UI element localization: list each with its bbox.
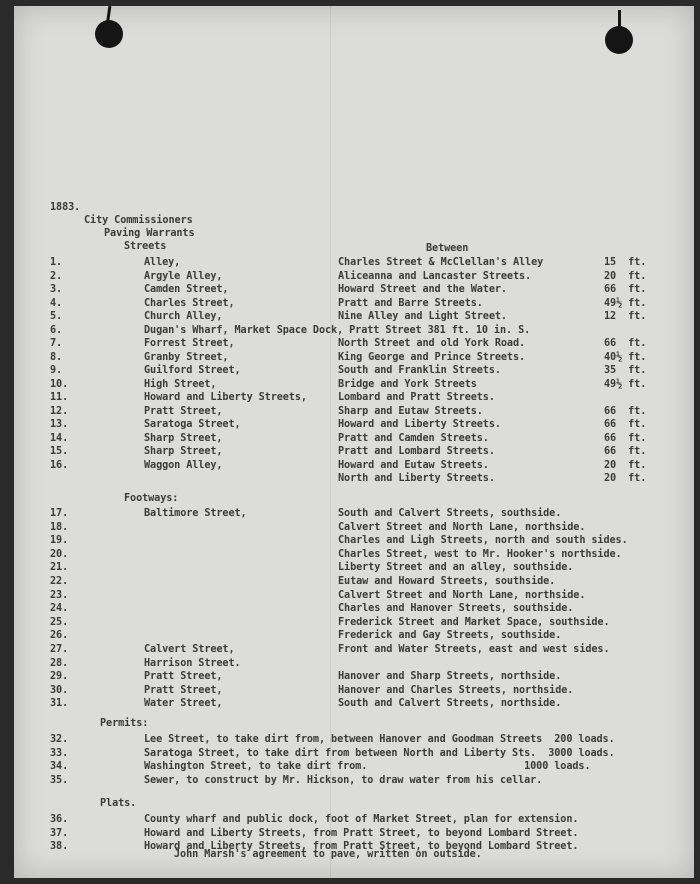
footway-description: Calvert Street and North Lane, northside. — [338, 589, 586, 601]
street-number: 10. — [50, 378, 69, 390]
footway-street: Pratt Street, — [144, 671, 223, 683]
plats-note: John Marsh's agreement to pave, written on outside. — [174, 849, 482, 860]
street-between: Bridge and York Streets — [338, 378, 477, 390]
footway-number: 19. — [50, 535, 69, 547]
footway-street: Baltimore Street, — [144, 508, 247, 519]
punch-hole-left — [95, 20, 123, 48]
punch-hole-right — [605, 26, 633, 54]
permit-text: Washington Street, to take dirt from. 1000 loads. — [144, 761, 591, 772]
street-between: Howard and Eutaw Streets. — [338, 459, 489, 471]
street-name: Pratt Street, — [144, 405, 223, 417]
footway-street: Pratt Street, — [144, 684, 223, 696]
street-name: Howard and Liberty Streets, — [144, 392, 307, 403]
street-number: 14. — [50, 432, 69, 444]
permit-number: 32. — [50, 734, 69, 745]
footway-number: 22. — [50, 576, 69, 587]
street-number: 6. — [50, 324, 63, 336]
street-number: 12. — [50, 405, 69, 417]
commissioners-heading: City Commissioners — [84, 215, 193, 226]
footway-number: 20. — [50, 548, 69, 560]
street-number: 3. — [50, 284, 63, 295]
footway-number: 25. — [50, 616, 69, 628]
plat-number: 36. — [50, 814, 69, 825]
street-between: Charles Street & McClellan's Alley — [338, 257, 544, 268]
plat-text: Howard and Liberty Streets, from Pratt Street, to beyond Lombard Street. — [144, 827, 579, 839]
footway-description: Calvert Street and North Lane, northside. — [338, 521, 586, 533]
street-number: 5. — [50, 311, 63, 322]
footway-number: 26. — [50, 630, 69, 642]
street-width: 12 ft. — [604, 311, 647, 322]
footway-number: 18. — [50, 521, 69, 533]
footway-description: Charles and Hanover Streets, southside. — [338, 603, 574, 615]
footway-street: Calvert Street, — [144, 644, 235, 655]
street-width: 66 ft. — [604, 338, 647, 349]
street-number: 13. — [50, 419, 69, 430]
street-name: Forrest Street, — [144, 338, 235, 349]
street-width: 49½ ft. — [604, 297, 647, 309]
street-number: 9. — [50, 365, 63, 376]
permit-number: 35. — [50, 774, 69, 786]
footway-number: 17. — [50, 508, 69, 519]
footway-description: Front and Water Streets, east and west sides. — [338, 644, 610, 655]
street-between: King George and Prince Streets. — [338, 351, 526, 363]
permits-heading: Permits: — [100, 718, 149, 729]
street-width: 40½ ft. — [604, 351, 647, 363]
street-between: Lombard and Pratt Streets. — [338, 392, 495, 403]
warrants-heading: Paving Warrants — [104, 228, 195, 239]
street-between: Aliceanna and Lancaster Streets. — [338, 270, 532, 282]
footway-number: 21. — [50, 562, 69, 574]
street-width: 49½ ft. — [604, 378, 647, 390]
document-page — [14, 6, 694, 878]
street-width: 15 ft. — [604, 257, 647, 268]
footway-description: Frederick and Gay Streets, southside. — [338, 630, 562, 642]
footway-street: Water Street, — [144, 698, 223, 710]
street-width: 66 ft. — [604, 419, 647, 430]
street-between: South and Franklin Streets. — [338, 365, 501, 376]
footway-description: Frederick Street and Market Space, southside. — [338, 616, 610, 628]
street-name: Charles Street, — [144, 297, 235, 309]
permit-text: Sewer, to construct by Mr. Hickson, to draw water from his cellar. — [144, 774, 543, 786]
footway-description: Hanover and Sharp Streets, northside. — [338, 671, 562, 683]
street-width: 66 ft. — [604, 284, 647, 295]
street-between: Nine Alley and Light Street. — [338, 311, 507, 322]
street-name: Alley, — [144, 257, 181, 268]
street-between: Sharp and Eutaw Streets. — [338, 405, 483, 417]
street-number: 15. — [50, 446, 69, 457]
footway-description: Charles and Ligh Streets, north and south sides. — [338, 535, 628, 547]
street-name: Saratoga Street, — [144, 419, 241, 430]
street-width: 66 ft. — [604, 432, 647, 444]
street-between: Pratt and Barre Streets. — [338, 297, 483, 309]
footway-description: Hanover and Charles Streets, northside. — [338, 684, 574, 696]
permit-number: 33. — [50, 747, 69, 759]
street-name: Waggon Alley, — [144, 459, 223, 471]
plat-number: 38. — [50, 841, 69, 852]
footway-street: Harrison Street. — [144, 657, 241, 669]
footway-description: Liberty Street and an alley, southside. — [338, 562, 574, 574]
footway-description: South and Calvert Streets, northside. — [338, 698, 562, 710]
footway-number: 30. — [50, 684, 69, 696]
footway-description: Eutaw and Howard Streets, southside. — [338, 576, 556, 587]
street-width: 20 ft. — [604, 270, 647, 282]
plat-number: 37. — [50, 827, 69, 839]
street-name: Dugan's Wharf, Market Space Dock, Pratt Street 381 ft. 10 in. S. — [144, 324, 531, 336]
street-width: 20 ft. — [604, 459, 647, 471]
street-width: 20 ft. — [604, 473, 647, 484]
footway-description: South and Calvert Streets, southside. — [338, 508, 562, 519]
plat-text: Howard and Liberty Streets, from Pratt Street, to beyond Lombard Street. — [144, 841, 579, 852]
permit-number: 34. — [50, 761, 69, 772]
between-heading: Between — [426, 243, 469, 254]
footway-number: 23. — [50, 589, 69, 601]
street-between: North and Liberty Streets. — [338, 473, 495, 484]
street-number: 16. — [50, 459, 69, 471]
street-width: 66 ft. — [604, 446, 647, 457]
street-name: Guilford Street, — [144, 365, 241, 376]
footway-number: 31. — [50, 698, 69, 710]
street-number: 11. — [50, 392, 69, 403]
footway-number: 28. — [50, 657, 69, 669]
street-number: 2. — [50, 270, 63, 282]
street-name: High Street, — [144, 378, 217, 390]
street-width: 35 ft. — [604, 365, 647, 376]
plat-text: County wharf and public dock, foot of Market Street, plan for extension. — [144, 814, 579, 825]
footways-heading: Footways: — [124, 493, 179, 504]
footway-description: Charles Street, west to Mr. Hooker's northside. — [338, 548, 622, 560]
street-number: 4. — [50, 297, 63, 309]
street-between: North Street and old York Road. — [338, 338, 526, 349]
street-between: Howard and Liberty Streets. — [338, 419, 501, 430]
street-number: 8. — [50, 351, 63, 363]
street-name: Church Alley, — [144, 311, 223, 322]
streets-heading: Streets — [124, 241, 167, 252]
street-width: 66 ft. — [604, 405, 647, 417]
plats-heading: Plats. — [100, 798, 137, 809]
street-name: Sharp Street, — [144, 446, 223, 457]
street-between: Howard Street and the Water. — [338, 284, 507, 295]
street-between: Pratt and Lombard Streets. — [338, 446, 495, 457]
permit-text: Saratoga Street, to take dirt from between North and Liberty Sts. 3000 loads. — [144, 747, 615, 759]
permit-text: Lee Street, to take dirt from, between Hanover and Goodman Streets 200 loads. — [144, 734, 615, 745]
street-name: Granby Street, — [144, 351, 229, 363]
street-name: Argyle Alley, — [144, 270, 223, 282]
street-number: 1. — [50, 257, 63, 268]
footway-number: 27. — [50, 644, 69, 655]
year: 1883. — [50, 202, 81, 213]
street-name: Camden Street, — [144, 284, 229, 295]
footway-number: 29. — [50, 671, 69, 683]
street-between: Pratt and Camden Streets. — [338, 432, 489, 444]
street-name: Sharp Street, — [144, 432, 223, 444]
footway-number: 24. — [50, 603, 69, 615]
street-number: 7. — [50, 338, 63, 349]
